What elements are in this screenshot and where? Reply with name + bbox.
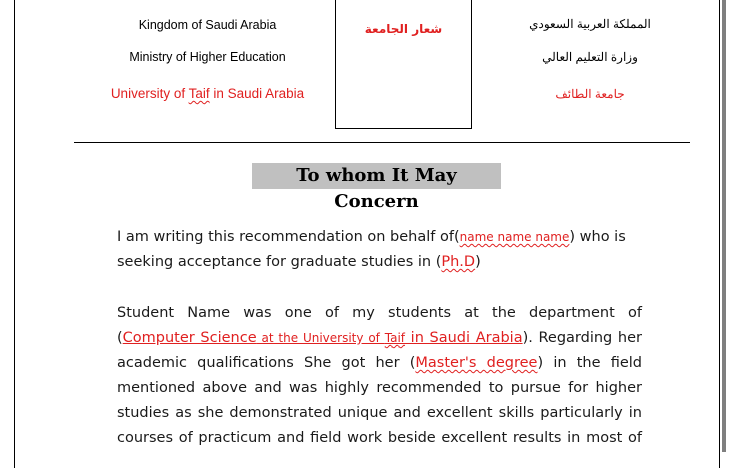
- paragraph-line: I am writing this recommendation on behalf of(name name name) who is: [117, 229, 626, 245]
- header-divider: [74, 142, 690, 143]
- header-university-en: University of Taif in Saudi Arabia: [110, 86, 305, 101]
- logo-placeholder-text: شعار الجامعة: [364, 22, 443, 36]
- paragraph-body: [117, 301, 642, 451]
- paragraph-line: Student Name was one of my students at the department of: [117, 305, 642, 321]
- placeholder-masters: Master's degree: [415, 355, 538, 371]
- header-ministry-ar: وزارة التعليم العالي: [542, 50, 638, 64]
- window-gutter: [726, 0, 755, 452]
- paragraph-line: (Computer Science at the University of Taif in Saudi Arabia). Regarding her: [117, 330, 642, 346]
- paragraph-line: mentioned above and was highly recommended to pursue for higher: [117, 380, 642, 396]
- header-country-en: Kingdom of Saudi Arabia: [138, 18, 277, 32]
- paragraph-intro: [117, 225, 642, 275]
- placeholder-name: name name name: [459, 230, 570, 244]
- document-title: To whom It May Concern: [252, 163, 501, 189]
- spelling-flag: Taif: [188, 86, 210, 101]
- header-country-ar: المملكة العربية السعودي: [529, 17, 651, 31]
- placeholder-department: Computer Science at the University of Taif in Saudi Arabia: [122, 330, 523, 346]
- header-ministry-en: Ministry of Higher Education: [129, 50, 286, 64]
- paragraph-line: academic qualifications She got her (Master's degree) in the field: [117, 355, 642, 371]
- paragraph-line: courses of practicum and field work beside excellent results in most of: [117, 430, 642, 446]
- placeholder-degree: Ph.D: [441, 254, 476, 270]
- logo-placeholder-box: [335, 0, 472, 129]
- paragraph-line: seeking acceptance for graduate studies in (Ph.D): [117, 254, 481, 270]
- header-university-ar: جامعة الطائف: [555, 87, 625, 101]
- paragraph-line: studies as she demonstrated unique and excellent skills particularly in: [117, 405, 642, 421]
